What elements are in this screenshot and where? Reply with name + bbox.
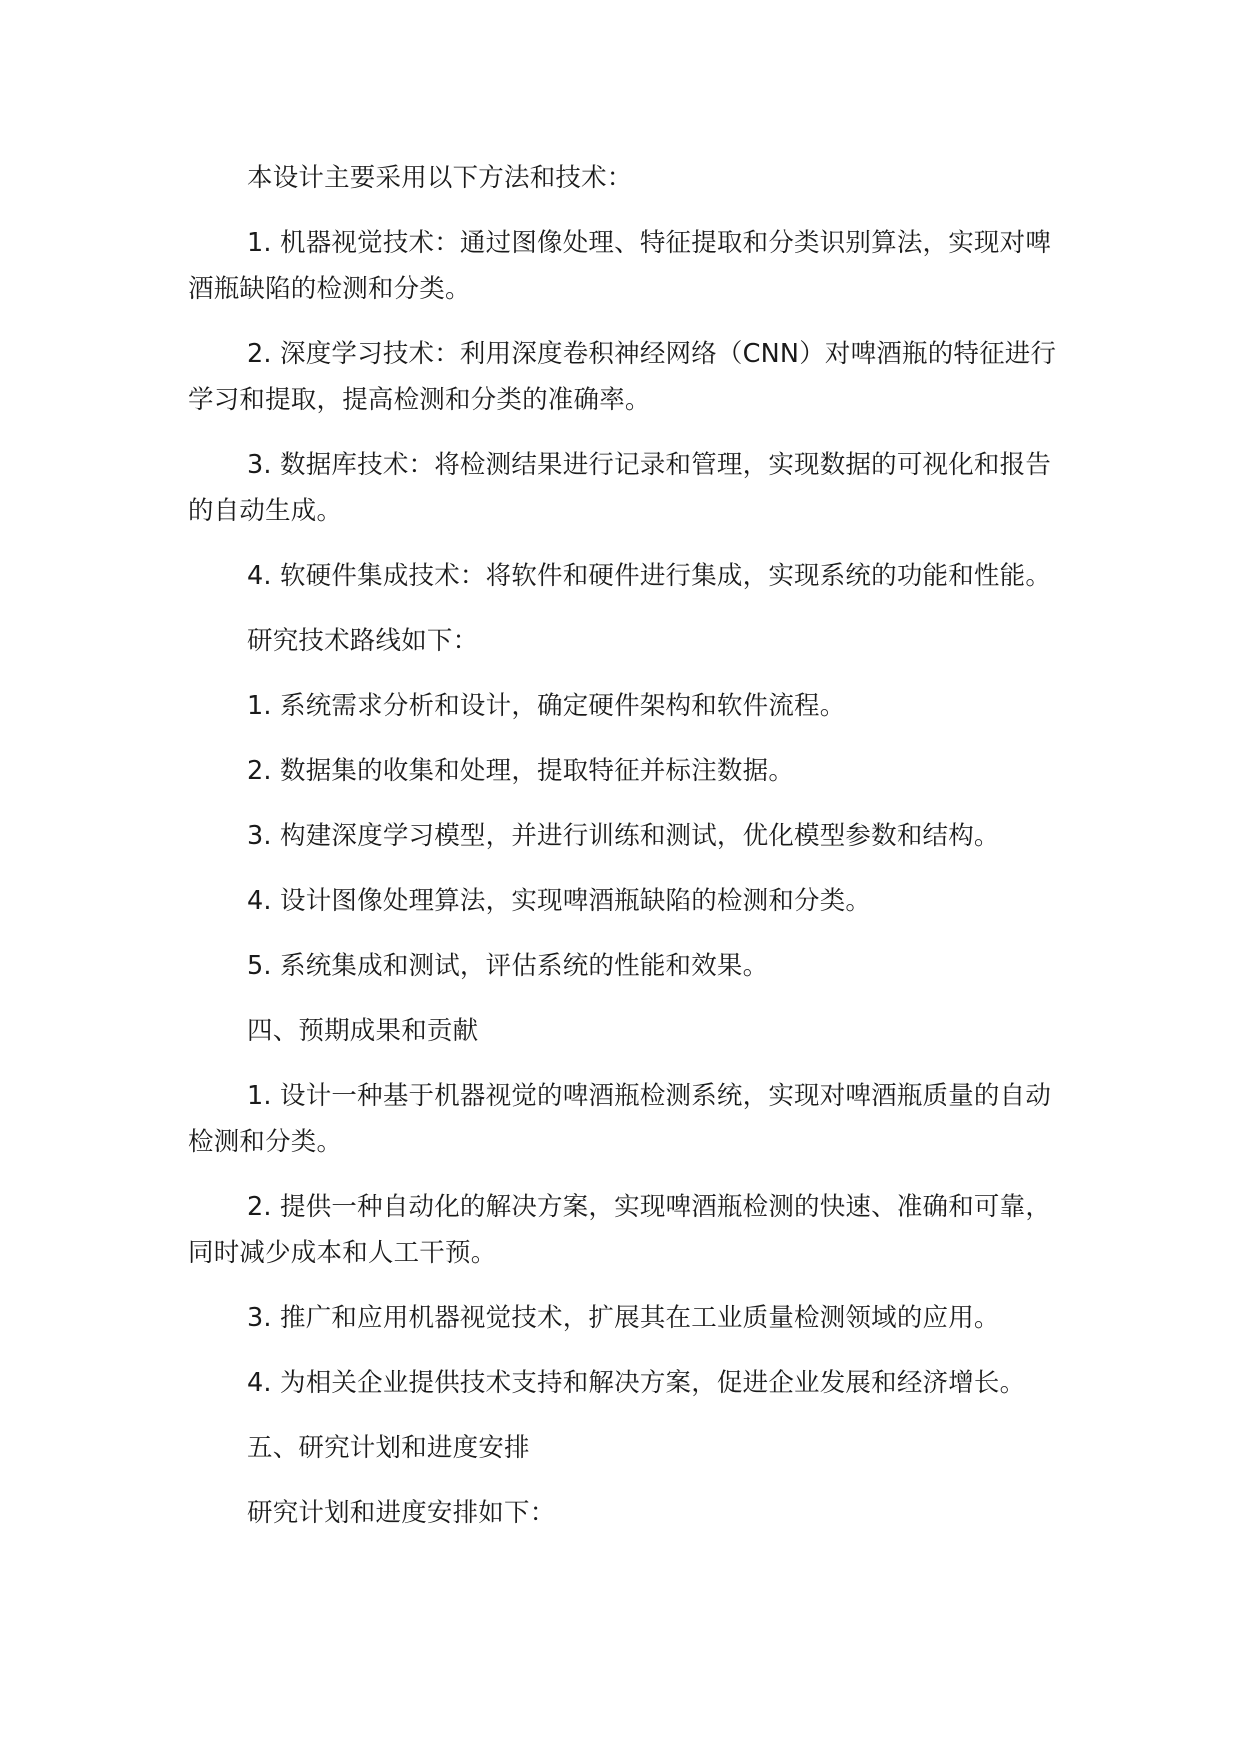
paragraph-plan-intro: 研究计划和进度安排如下： (247, 1498, 556, 1528)
paragraph-route-intro: 研究技术路线如下： (247, 626, 479, 656)
paragraph-route-2: 2. 数据集的收集和处理，提取特征并标注数据。 (247, 756, 795, 786)
paragraph-route-5: 5. 系统集成和测试，评估系统的性能和效果。 (247, 951, 769, 981)
paragraph-route-1: 1. 系统需求分析和设计，确定硬件架构和软件流程。 (247, 691, 846, 721)
paragraph-methods-intro: 本设计主要采用以下方法和技术： (247, 163, 633, 193)
paragraph-method-1: 1. 机器视觉技术：通过图像处理、特征提取和分类识别算法，实现对啤酒瓶缺陷的检测和分类。 (188, 228, 1052, 304)
paragraph-result-4: 4. 为相关企业提供技术支持和解决方案，促进企业发展和经济增长。 (247, 1368, 1026, 1398)
paragraph-result-2: 2. 提供一种自动化的解决方案，实现啤酒瓶检测的快速、准确和可靠，同时减少成本和人工干预。 (188, 1192, 1052, 1268)
document-body (188, 155, 1058, 1555)
paragraph-result-3: 3. 推广和应用机器视觉技术，扩展其在工业质量检测领域的应用。 (247, 1303, 1000, 1333)
paragraph-route-4: 4. 设计图像处理算法，实现啤酒瓶缺陷的检测和分类。 (247, 886, 872, 916)
section-heading-research-plan: 五、研究计划和进度安排 (247, 1433, 530, 1463)
paragraph-route-3: 3. 构建深度学习模型，并进行训练和测试，优化模型参数和结构。 (247, 821, 1000, 851)
paragraph-result-1: 1. 设计一种基于机器视觉的啤酒瓶检测系统，实现对啤酒瓶质量的自动检测和分类。 (188, 1081, 1052, 1157)
section-heading-expected-results: 四、预期成果和贡献 (247, 1016, 479, 1046)
paragraph-method-4: 4. 软硬件集成技术：将软件和硬件进行集成，实现系统的功能和性能。 (247, 561, 1052, 591)
paragraph-method-2: 2. 深度学习技术：利用深度卷积神经网络（CNN）对啤酒瓶的特征进行学习和提取，提高检测和分类的准确率。 (188, 339, 1057, 415)
paragraph-method-3: 3. 数据库技术：将检测结果进行记录和管理，实现数据的可视化和报告的自动生成。 (188, 450, 1052, 526)
